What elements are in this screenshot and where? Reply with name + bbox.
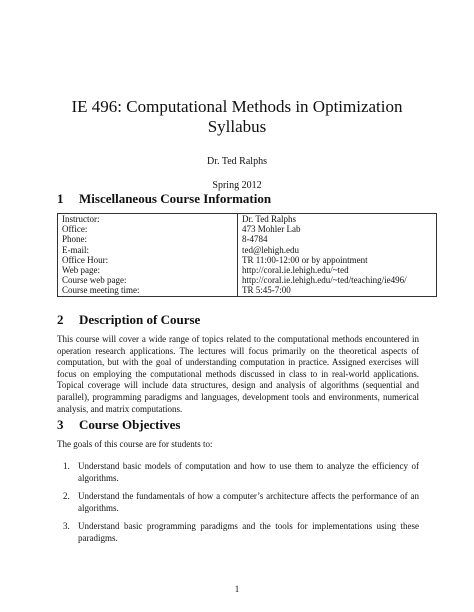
info-label: Office Hour: bbox=[58, 255, 238, 265]
info-label: Course meeting time: bbox=[58, 285, 238, 296]
author: Dr. Ted Ralphs bbox=[207, 156, 267, 167]
section-title: Course Objectives bbox=[79, 417, 181, 432]
info-label: Instructor: bbox=[58, 214, 238, 225]
table-row bbox=[58, 214, 437, 225]
section-heading-3 bbox=[57, 417, 180, 433]
course-description: This course will cover a wide range of topics related to the computational methods encountered in operation research applications. The lectures will focus primarily on the theoretical aspects of computation, but with the goal of understanding computation in practice. Assigned exercises will focus on employing the computational methods discussed in class to in real-world applications. Topical coverage will include data structures, design and analysis of algorithms (sequential and parallel), programming paradigms and languages, development tools and environments, numerical analysis, and matrix computations. bbox=[57, 334, 419, 414]
info-value: ted@lehigh.edu bbox=[238, 245, 437, 255]
section-title: Miscellaneous Course Information bbox=[79, 191, 272, 206]
table-row bbox=[58, 265, 437, 275]
list-item-number: 3. bbox=[63, 521, 70, 532]
list-item-text: Understand the fundamentals of how a computer’s architecture affects the performance of an algorithms. bbox=[78, 491, 419, 513]
list-item-number: 2. bbox=[63, 491, 70, 502]
document-title bbox=[0, 97, 474, 137]
section-number: 2 bbox=[57, 312, 64, 327]
table-row bbox=[58, 234, 437, 244]
list-item-text: Understand basic models of computation and how to use them to analyze the efficiency of algorithms. bbox=[78, 461, 419, 483]
info-label: Course web page: bbox=[58, 275, 238, 285]
objectives-intro: The goals of this course are for students to: bbox=[57, 439, 213, 449]
table-row bbox=[58, 224, 437, 234]
table-row bbox=[58, 285, 437, 296]
list-item bbox=[57, 491, 419, 514]
table-row bbox=[58, 275, 437, 285]
page-number: 1 bbox=[234, 584, 240, 594]
info-value: 8-4784 bbox=[238, 234, 437, 244]
info-value: TR 5:45-7:00 bbox=[238, 285, 437, 296]
title-line-2: Syllabus bbox=[207, 117, 267, 136]
section-number: 1 bbox=[57, 191, 64, 206]
section-heading-2 bbox=[57, 312, 200, 328]
info-value: http://coral.ie.lehigh.edu/~ted/teaching/ie496/ bbox=[238, 275, 437, 285]
course-info-table bbox=[57, 213, 437, 297]
section-heading-1 bbox=[57, 191, 271, 207]
table-row bbox=[58, 255, 437, 265]
section-title: Description of Course bbox=[79, 312, 201, 327]
info-label: Phone: bbox=[58, 234, 238, 244]
info-label: E-mail: bbox=[58, 245, 238, 255]
info-value: Dr. Ted Ralphs bbox=[238, 214, 437, 225]
info-value: 473 Mohler Lab bbox=[238, 224, 437, 234]
info-label: Web page: bbox=[58, 265, 238, 275]
objectives-list bbox=[57, 461, 419, 552]
info-label: Office: bbox=[58, 224, 238, 234]
list-item bbox=[57, 461, 419, 484]
title-block bbox=[0, 97, 474, 191]
info-value: http://coral.ie.lehigh.edu/~ted bbox=[238, 265, 437, 275]
info-value: TR 11:00-12:00 or by appointment bbox=[238, 255, 437, 265]
date: Spring 2012 bbox=[212, 180, 262, 191]
list-item bbox=[57, 521, 419, 544]
section-number: 3 bbox=[57, 417, 64, 432]
table-row bbox=[58, 245, 437, 255]
list-item-text: Understand basic programming paradigms and the tools for implementations using these paradigms. bbox=[78, 521, 419, 543]
title-line-1: IE 496: Computational Methods in Optimization bbox=[71, 97, 403, 116]
list-item-number: 1. bbox=[63, 461, 70, 471]
